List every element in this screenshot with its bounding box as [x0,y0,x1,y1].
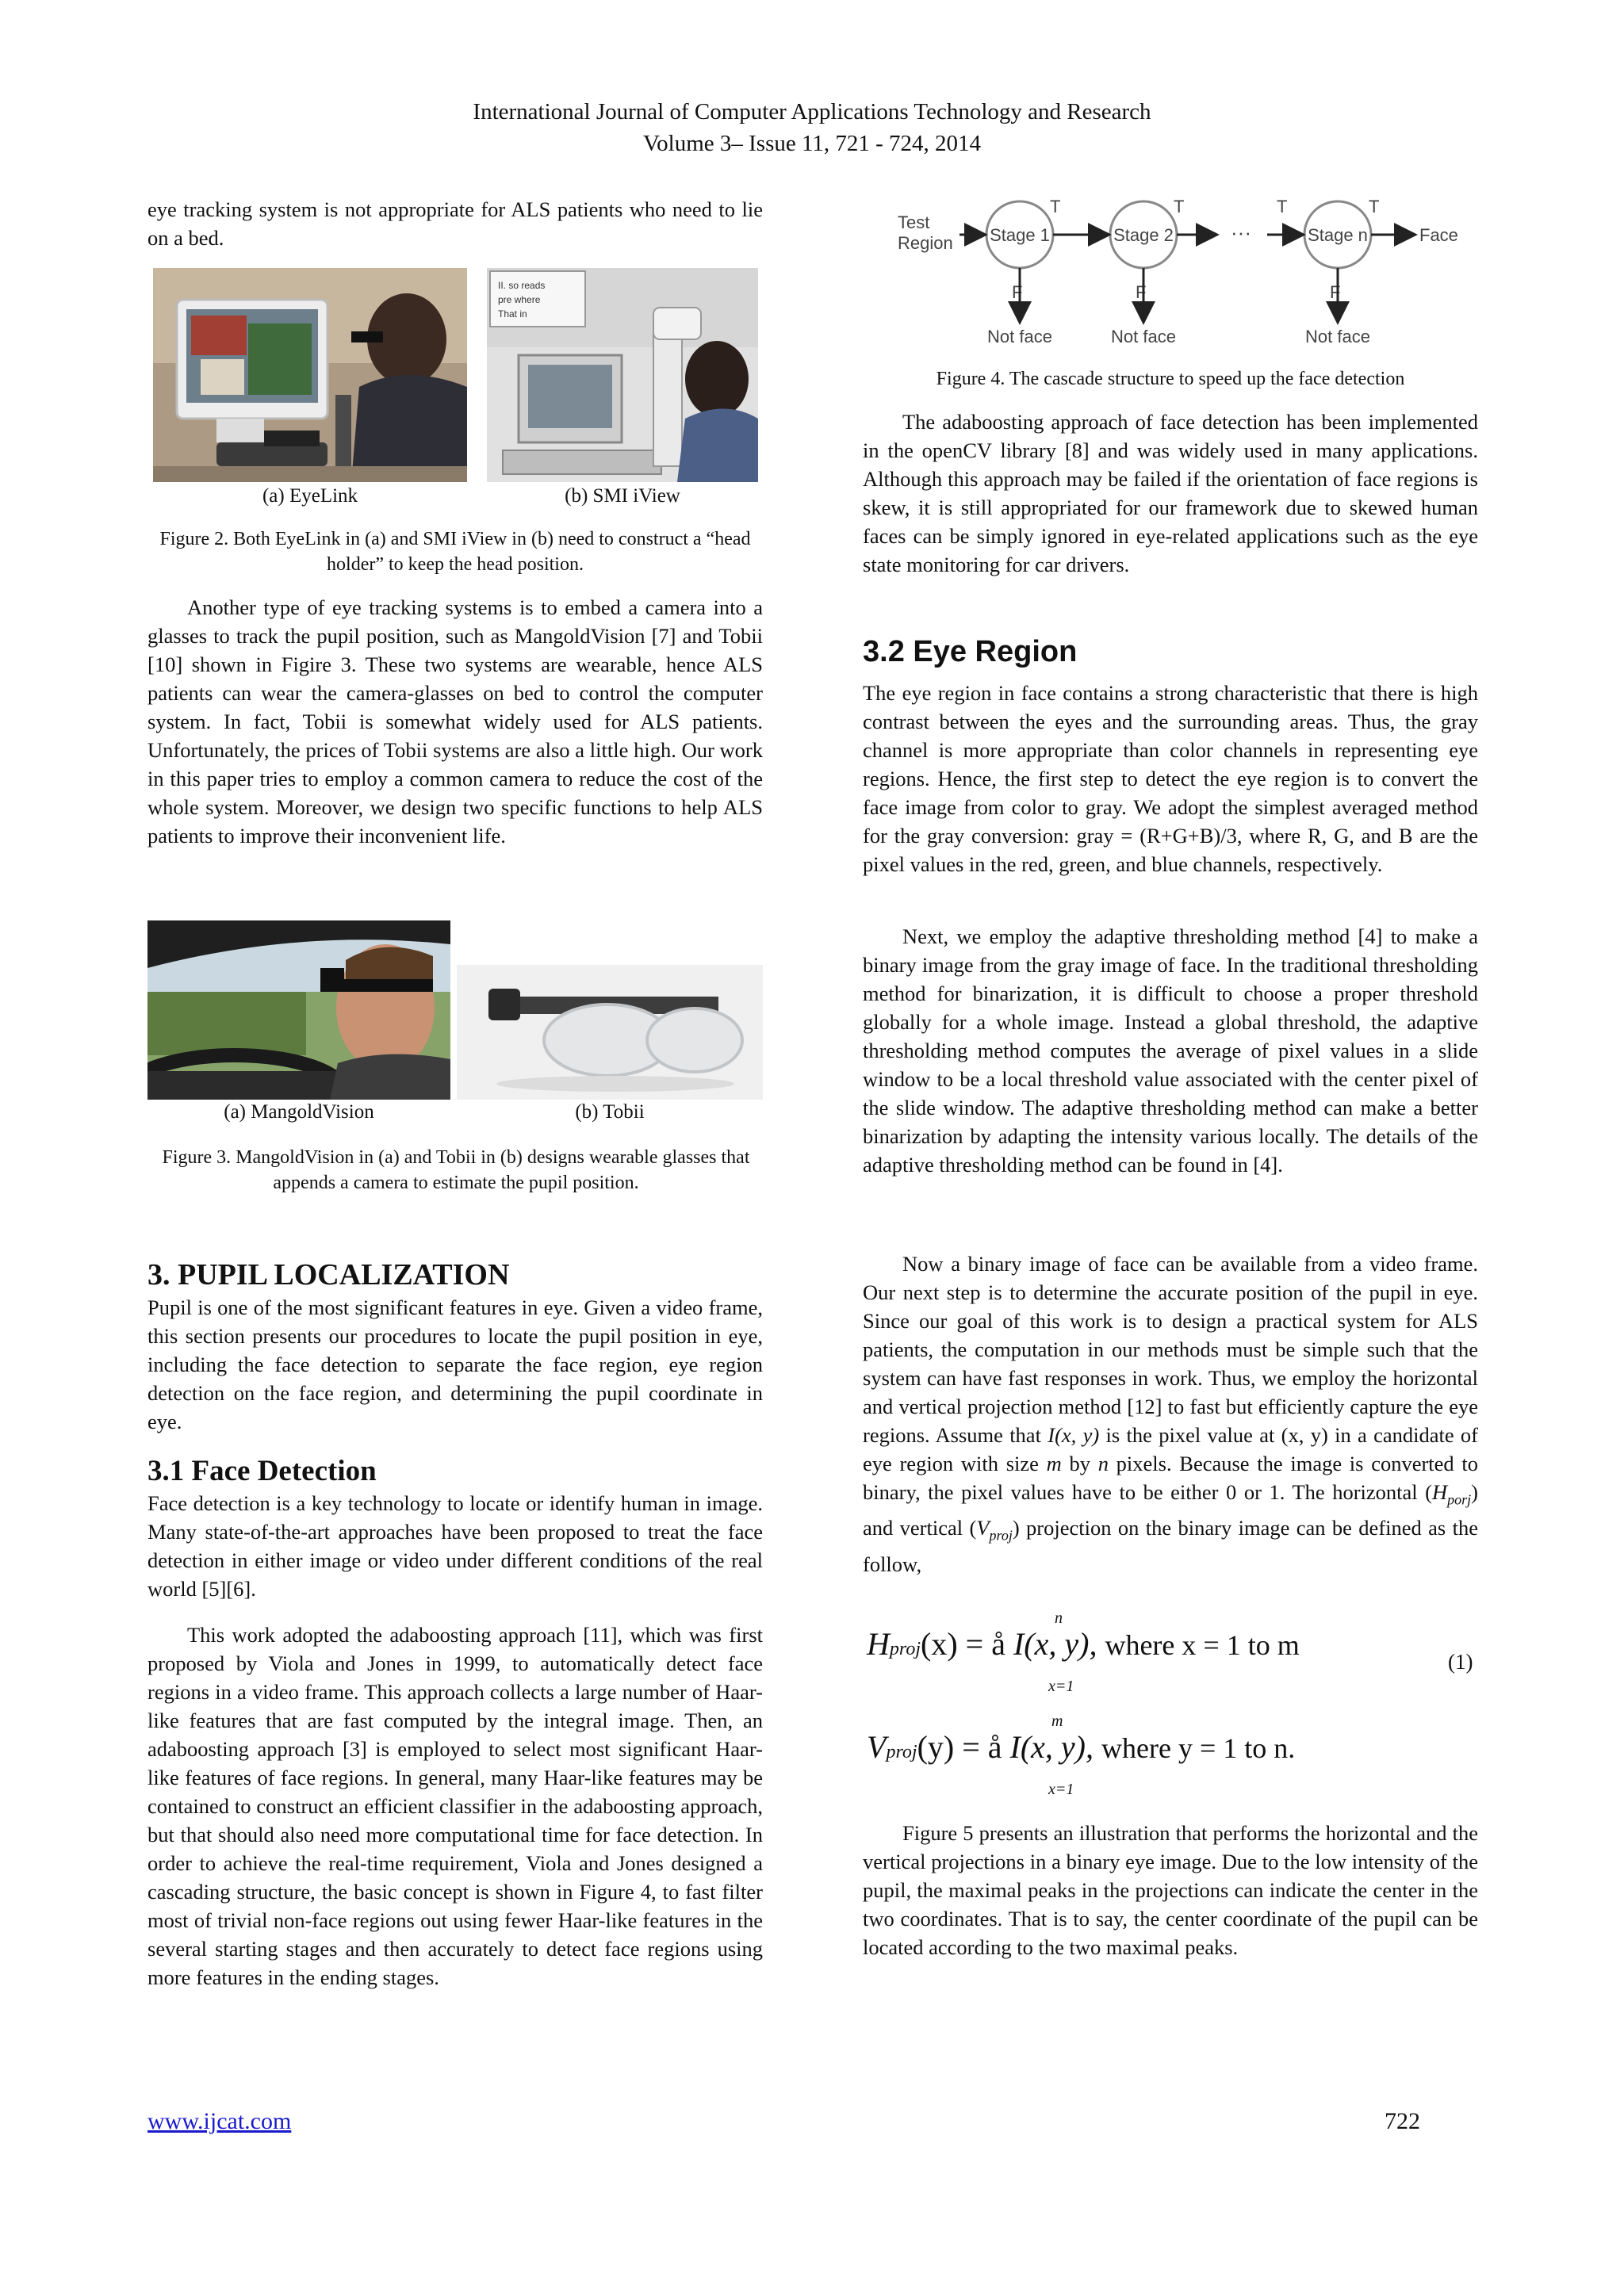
equation-h-lower-limit: x=1 [1048,1678,1074,1695]
test-label-top: Test Region [898,212,953,253]
equation-h-upper-limit: n [1055,1609,1063,1627]
svg-text:That in: That in [498,308,527,320]
cascade-diagram [880,195,1467,354]
paragraph-intro: eye tracking system is not appropriate for ALS patients who need to lie on a bed. [147,197,763,250]
eyelink-photo [153,268,467,482]
tobii-glasses-photo [457,965,763,1100]
journal-volume: Volume 3– Issue 11, 721 - 724, 2014 [642,131,982,156]
mangoldvision-photo [147,920,450,1100]
section-3-1-heading: 3.1 Face Detection [147,1455,377,1487]
paragraph-adaboosting: This work adopted the adaboosting approach [11], which was first proposed by Viola and Jones in 1999, to automatically detect face regions in a video frame. This approach collects a large number of Haar-like features that are fast computed by the integral image. Then, an adaboosting approach [3] is employed to select most significant Haar-like features of face regions. In general, many Haar-like features may be contained to construct an efficient classifier in the adaboosting approach, but that should also need more computational time for face detection. In order to achieve the real-time requirement, Viola and Jones designed a cascading structure, the basic concept is shown in Figure 4, to fast filter most of trivial non-face regions out using fewer Haar-like features in the several starting stages and then accurately to detect face regions using more features in the ending stages. [147,1623,763,1989]
stage-1-label: Stage 1 [990,225,1050,245]
f-label-2: F [1136,282,1147,302]
svg-text:II. so reads: II. so reads [498,280,546,291]
not-face-3: Not face [1305,327,1370,346]
t-label-4: T [1369,197,1380,216]
paragraph-eye-region: The eye region in face contains a strong characteristic that there is high contrast between the eyes and the surrounding areas. Thus, the gray channel is more appropriate than color channels in representing eye regions. Hence, the first step to detect the eye region is to convert the face image from color to gray. We adopt the simplest averaged method for the gray conversion: gray = (R+G+B)/3, where R, G, and B are the pixel values in the red, green, and blue channels, respectively. [863,681,1478,876]
not-face-1: Not face [987,327,1052,346]
paragraph-wearable: Another type of eye tracking systems is to embed a camera into a glasses to track the pupil position, such as MangoldVision [7] and Tobii [10] shown in Figire 3. These two systems are wearable, hence ALS patients can wear the camera-glasses on bed to control the computer system. In fact, Tobii is somewhat widely used for ALS patients. Unfortunately, the prices of Tobii systems are also a little high. Our work in this paper tries to employ a common camera to reduce the cost of the whole system. Moreover, we design two specific functions to help ALS patients to improve their inconvenient life. [147,595,763,848]
f-label-3: F [1330,282,1341,302]
equation-vertical: Vproj(y) = å I(x, y), where y = 1 to n. [867,1729,1296,1765]
figure-3-caption: Figure 3. MangoldVision in (a) and Tobii in (b) designs wearable glasses that appends a camera to estimate the pupil position. [162,1147,750,1193]
t-label-2: T [1174,197,1185,216]
subcaption-mangoldvision: (a) MangoldVision [224,1101,374,1123]
f-label-1: F [1012,282,1023,302]
svg-text:pre where: pre where [498,294,541,305]
section-3-2-heading: 3.2 Eye Region [863,635,1078,668]
equation-v-upper-limit: m [1051,1712,1063,1730]
stage-n-label: Stage n [1308,225,1368,245]
paragraph-figure-5: Figure 5 presents an illustration that performs the horizontal and the vertical projections in a binary eye image. Due to the low intensity of the pupil, the maximal peaks in the projections can indicate the center in the two coordinates. That is to say, the center coordinate of the pupil can be located according to the two maximal peaks. [863,1821,1478,1959]
subcaption-smi-iview: (b) SMI iView [565,485,680,507]
face-output-label: Face [1419,225,1458,245]
paragraph-opencv: The adaboosting approach of face detection has been implemented in the openCV library [8] and was widely used in many applications. Although this approach may be failed if the orientation of face regions is skew, it is still appropriated for our framework due to skewed human faces can be simply ignored in eye-related applications such as the eye state monitoring for car drivers. [863,410,1478,576]
subcaption-tobii: (b) Tobii [575,1101,645,1123]
t-label-3: T [1277,197,1288,216]
smi-iview-photo [487,268,758,482]
paragraph-face-detection: Face detection is a key technology to locate or identify human in image. Many state-of-the-art approaches have been proposed to treat the face detection in either image or video under different conditions of the real world [5][6]. [147,1491,763,1601]
subcaption-eyelink: (a) EyeLink [262,485,358,507]
not-face-2: Not face [1111,327,1176,346]
journal-link[interactable]: www.ijcat.com [147,2108,292,2134]
footer-url[interactable] [147,2108,291,2135]
figure-4-caption: Figure 4. The cascade structure to speed up the face detection [936,369,1405,389]
t-label-1: T [1050,197,1061,216]
page-number: 722 [1385,2108,1420,2134]
equation-horizontal: Hproj(x) = å I(x, y), where x = 1 to m [867,1626,1300,1662]
dots-label: ··· [1231,220,1251,244]
paragraph-pupil-intro: Pupil is one of the most significant features in eye. Given a video frame, this section presents our procedures to locate the pupil position in eye, including the face detection to separate the face region, eye region detection on the face region, and determining the pupil coordinate in eye. [147,1295,763,1433]
journal-title: International Journal of Computer Applications Technology and Research [473,99,1151,124]
paragraph-projection: Now a binary image of face can be available from a video frame. Our next step is to determine the accurate position of the pupil in eye. Since our goal of this work is to design a practical system for ALS patients, the computation in our methods must be simple such that the system can have fast responses in work. Thus, we employ the horizontal and vertical projection method [12] to fast but efficiently capture the eye regions. Assume that I(x, y) is the pixel value at (x, y) in a candidate of eye region with size m by n pixels. Because the image is converted to binary, the pixel values have to be either 0 or 1. The horizontal $(H_{porj})$ and vertical $(V_{proj})$ projection on the binary image can be defined as the follow, [863,1252,1479,1576]
paragraph-adaptive-threshold: Next, we employ the adaptive thresholding method [4] to make a binary image from the gray image of face. In the traditional thresholding method for binarization, it is difficult to choose a proper threshold globally for a whole image. Instead a global threshold, the adaptive thresholding method computes the average of pixel values in a slide window to be a local threshold value associated with the center pixel of the slide window. The adaptive thresholding method can make a better binarization by adapting the intensity various locally. The details of the adaptive thresholding method can be found in [4]. [863,924,1478,1177]
stage-2-label: Stage 2 [1113,225,1174,245]
figure-2-caption: Figure 2. Both EyeLink in (a) and SMI iView in (b) need to construct a “head holder” to keep the head position. [159,529,751,575]
equation-number: (1) [1448,1650,1473,1674]
equation-v-lower-limit: x=1 [1048,1781,1074,1798]
section-3-heading: 3. PUPIL LOCALIZATION [147,1258,510,1292]
